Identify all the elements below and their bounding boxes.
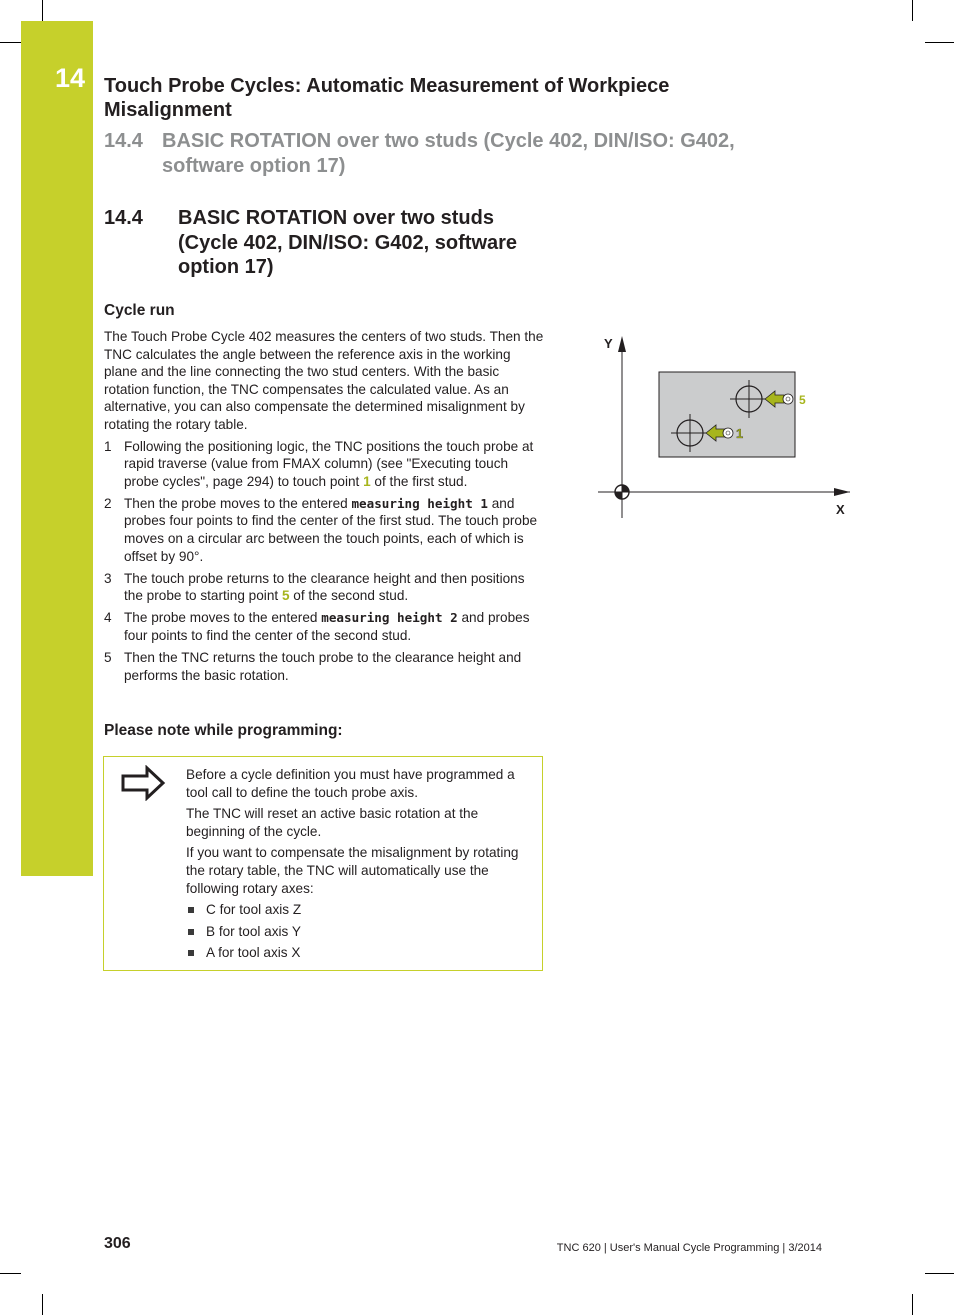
crop-mark — [0, 42, 21, 43]
crop-mark — [0, 1273, 21, 1274]
note-paragraph: The TNC will reset an active basic rotation at the beginning of the cycle. — [186, 806, 479, 839]
note-text — [186, 766, 534, 966]
point-1-label: 1 — [736, 426, 744, 441]
datum-quadrant — [615, 492, 622, 499]
list-item — [186, 944, 534, 962]
touch-probe-1-icon — [723, 428, 733, 438]
step-item — [104, 570, 544, 605]
step-text: and probes four points to find the center of the first stud. The touch probe moves on a circular arc between the touch points, each of which is offset by 90°. — [124, 495, 538, 564]
step-text: of the second stud. — [289, 588, 409, 604]
step-number: 5 — [104, 650, 112, 666]
cycle-run-body — [104, 328, 544, 689]
note-box — [103, 756, 543, 971]
step-number: 4 — [104, 610, 112, 626]
section-heading — [104, 206, 544, 280]
bullet-square-icon — [188, 950, 194, 956]
touch-point-ref: 5 — [281, 588, 290, 604]
list-item — [186, 901, 534, 919]
bullet-square-icon — [188, 929, 194, 935]
section-title: BASIC ROTATION over two studs (Cycle 402, DIN/ISO: G402, software option 17) — [178, 207, 518, 278]
step-text: Then the probe moves to the entered — [124, 495, 352, 511]
touch-probe-5-icon — [783, 394, 793, 404]
step-text: The touch probe returns to the clearance height and then positions the probe to starting point — [124, 570, 525, 604]
workpiece — [659, 372, 795, 457]
crop-mark — [925, 42, 954, 43]
y-axis-label: Y — [604, 336, 613, 351]
step-item — [104, 495, 544, 565]
bullet-square-icon — [188, 907, 194, 913]
step-item — [104, 609, 544, 644]
crop-mark — [912, 0, 913, 21]
crop-mark — [42, 0, 43, 21]
step-text: Then the TNC returns the touch probe to the clearance height and performs the basic rotation. — [124, 650, 522, 683]
note-heading: Please note while programming: — [104, 722, 343, 739]
list-item-text: C for tool axis Z — [206, 902, 302, 918]
rotary-axes-list — [186, 901, 534, 962]
step-number: 3 — [104, 570, 112, 586]
step-item — [104, 438, 544, 491]
crop-mark — [925, 1273, 954, 1274]
chapter-sidebar — [21, 21, 93, 876]
note-paragraph: If you want to compensate the misalignment by rotating the rotary table, the TNC will automatically use the following rotary axes: — [186, 845, 519, 896]
step-number: 2 — [104, 495, 112, 511]
page-number: 306 — [104, 1235, 131, 1252]
step-text: The probe moves to the entered — [124, 610, 322, 626]
x-axis-arrow-icon — [834, 488, 850, 496]
step-text: of the first stud. — [370, 473, 468, 489]
parameter-name: measuring height 2 — [321, 610, 458, 626]
section-number: 14.4 — [104, 207, 143, 229]
running-header-section-title: BASIC ROTATION over two studs (Cycle 402, DIN/ISO: G402, software option 17) — [162, 130, 735, 177]
cycle-run-heading: Cycle run — [104, 302, 175, 319]
step-text: and probes four points to find the center of the second stud. — [124, 610, 530, 643]
crop-mark — [912, 1294, 913, 1315]
crop-mark — [42, 1294, 43, 1315]
cycle-402-diagram — [580, 330, 860, 525]
running-header-title: Touch Probe Cycles: Automatic Measurement of Workpiece Misalignment — [104, 75, 670, 121]
running-header-section-number: 14.4 — [104, 130, 143, 152]
point-5-label: 5 — [799, 393, 806, 407]
step-item — [104, 649, 544, 684]
step-text: Following the positioning logic, the TNC positions the touch probe at rapid traverse (value from FMAX column) (see "Executing touch probe cycles", page 294) to touch point — [124, 438, 534, 489]
datum-quadrant — [622, 485, 629, 492]
parameter-name: measuring height 1 — [351, 495, 488, 511]
arrow-right-icon — [119, 765, 167, 801]
page-footer: TNC 620 | User's Manual Cycle Programming | 3/2014 — [556, 1242, 822, 1254]
chapter-number: 14 — [55, 63, 86, 93]
y-axis-arrow-icon — [618, 336, 626, 352]
list-item-text: B for tool axis Y — [206, 923, 301, 939]
cycle-run-steps — [104, 438, 544, 685]
x-axis-label: X — [836, 502, 845, 517]
step-number: 1 — [104, 438, 112, 454]
running-header-section — [104, 129, 784, 179]
list-item — [186, 923, 534, 941]
note-paragraph: Before a cycle definition you must have programmed a tool call to define the touch probe axis. — [186, 767, 515, 800]
cycle-run-intro: The Touch Probe Cycle 402 measures the centers of two studs. Then the TNC calculates the angle between the reference axis in the working plane and the line connecting the two stud centers. With the basic rotation function, the TNC compensates the calculated value. As an alternative, you can also compensate the determined misalignment by rotating the rotary table. — [104, 329, 544, 432]
touch-point-ref: 1 — [363, 473, 371, 489]
list-item-text: A for tool axis X — [206, 945, 301, 961]
